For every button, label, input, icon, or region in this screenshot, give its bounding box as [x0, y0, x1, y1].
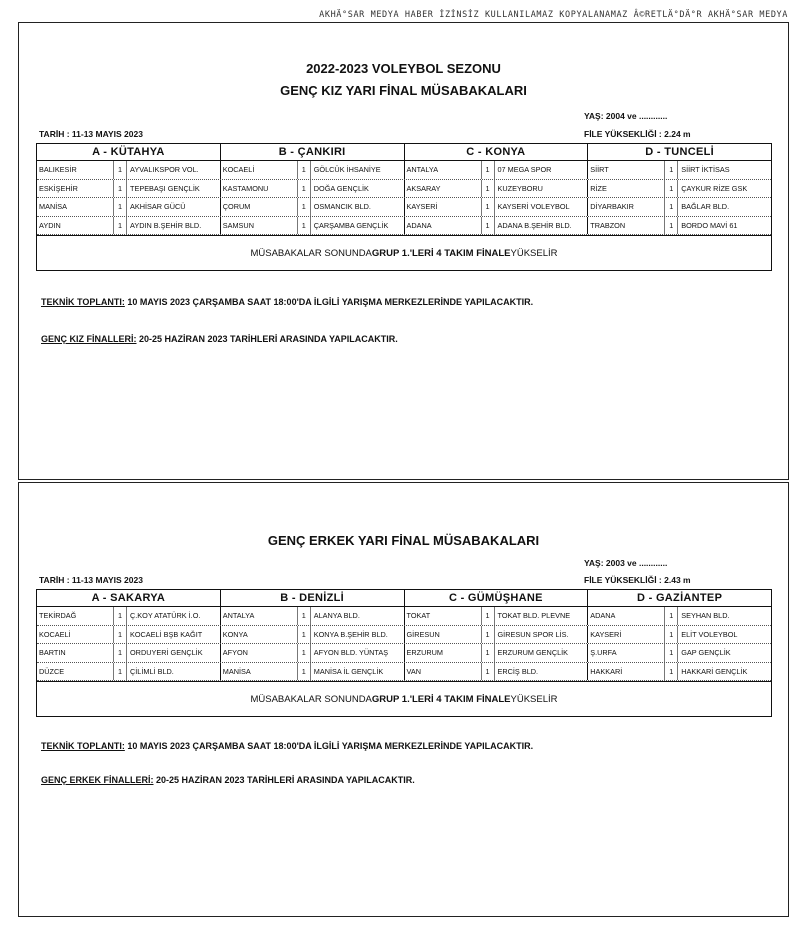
group-header: C - KONYA: [405, 144, 589, 160]
city-cell: DÜZCE: [37, 663, 114, 681]
city-cell: KASTAMONU: [221, 180, 298, 198]
team-count-cell: 1: [298, 161, 311, 179]
team-count-cell: 1: [482, 644, 495, 662]
group-entry: [37, 663, 221, 681]
team-count-cell: 1: [482, 217, 495, 235]
net-height-info: FİLE YÜKSEKLİĞİ : 2.24 m: [584, 129, 691, 139]
team-name-cell: ALANYA BLD.: [313, 611, 360, 621]
team-count-cell: 1: [114, 180, 127, 198]
groups-table: [36, 589, 772, 717]
table-row: [37, 180, 771, 199]
team-name-cell: SEYHAN BLD.: [681, 611, 730, 621]
group-entry: [37, 217, 221, 235]
team-count-cell: 1: [298, 198, 311, 216]
table-row: [37, 198, 771, 217]
city-cell: GİRESUN: [405, 626, 482, 644]
team-count-cell: 1: [298, 644, 311, 662]
team-name-cell: DOĞA GENÇLİK: [313, 183, 369, 193]
team-name-cell: AYDIN B.ŞEHİR BLD.: [130, 220, 202, 230]
team-name-cell: BAĞLAR BLD.: [681, 202, 730, 212]
group-header: C - GÜMÜŞHANE: [405, 590, 589, 606]
team-name-cell: ERCİŞ BLD.: [497, 666, 539, 676]
groups-table: [36, 143, 772, 271]
team-name-cell: KONYA B.ŞEHİR BLD.: [313, 629, 388, 639]
group-entry: [588, 644, 771, 662]
team-name-cell: AYVALIKSPOR VOL.: [130, 165, 199, 175]
city-cell: ESKİŞEHİR: [37, 180, 114, 198]
group-entry: [588, 626, 771, 644]
finals-text: 20-25 HAZİRAN 2023 TARİHLERİ ARASINDA YAPILACAKTIR.: [136, 334, 398, 344]
date-info: TARİH : 11-13 MAYIS 2023: [39, 575, 143, 585]
city-cell: DİYARBAKIR: [588, 198, 665, 216]
group-header: D - TUNCELİ: [645, 146, 714, 158]
technical-meeting-label: TEKNİK TOPLANTI:: [41, 297, 125, 307]
city-cell: KONYA: [221, 626, 298, 644]
finals-label: GENÇ KIZ FİNALLERİ:: [41, 334, 137, 344]
groups-header-row: [37, 144, 771, 161]
group-entry: [221, 607, 405, 625]
group-header: B - ÇANKIRI: [221, 144, 405, 160]
team-count-cell: 1: [298, 180, 311, 198]
city-cell: ADANA: [588, 607, 665, 625]
city-cell: KAYSERİ: [588, 626, 665, 644]
team-count-cell: 1: [665, 626, 678, 644]
date-info: TARİH : 11-13 MAYIS 2023: [39, 129, 143, 139]
team-count-cell: 1: [665, 663, 678, 681]
group-entry: [405, 217, 589, 235]
net-height-info: FİLE YÜKSEKLİĞİ : 2.43 m: [584, 575, 691, 585]
city-cell: MANİSA: [37, 198, 114, 216]
technical-meeting-text: 10 MAYIS 2023 ÇARŞAMBA SAAT 18:00'DA İLGİLİ YARIŞMA MERKEZLERİNDE YAPILACAKTIR.: [124, 297, 534, 307]
note-bold: GRUP 1.'LERİ 4 TAKIM FİNALE: [371, 693, 511, 705]
team-count-cell: 1: [114, 198, 127, 216]
team-name-cell: HAKKARİ GENÇLİK: [681, 666, 748, 676]
table-row: [37, 644, 771, 663]
team-count-cell: 1: [665, 161, 678, 179]
city-cell: BARTIN: [37, 644, 114, 662]
group-entry: [405, 663, 589, 681]
group-entry: [37, 644, 221, 662]
city-cell: TRABZON: [588, 217, 665, 235]
team-name-cell: TOKAT BLD. PLEVNE: [497, 611, 571, 621]
team-name-cell: OSMANCIK BLD.: [313, 202, 371, 212]
section-title: GENÇ ERKEK YARI FİNAL MÜSABAKALARI: [267, 533, 540, 548]
team-name-cell: ORDUYERİ GENÇLİK: [130, 648, 203, 658]
group-entry: [588, 180, 771, 198]
city-cell: Ş.URFA: [588, 644, 665, 662]
table-row: [37, 607, 771, 626]
group-entry: [221, 161, 405, 179]
group-entry: [37, 161, 221, 179]
age-info: YAŞ: 2003 ve ............: [584, 558, 668, 568]
team-count-cell: 1: [298, 607, 311, 625]
group-entry: [405, 644, 589, 662]
finals-line: [41, 334, 398, 344]
group-entry: [37, 626, 221, 644]
table-row: [37, 663, 771, 682]
group-entry: [37, 198, 221, 216]
girls-semifinal-panel: [18, 22, 789, 480]
group-entry: [37, 607, 221, 625]
group-entry: [221, 180, 405, 198]
group-entry: [405, 161, 589, 179]
note-text-end: YÜKSELİR: [510, 247, 558, 259]
team-count-cell: 1: [114, 626, 127, 644]
city-cell: SİİRT: [588, 161, 665, 179]
team-count-cell: 1: [114, 663, 127, 681]
group-entry: [405, 180, 589, 198]
city-cell: KAYSERİ: [405, 198, 482, 216]
technical-meeting-line: [41, 297, 533, 307]
watermark-text: AKHÄ°SAR MEDYA HABER İZİNSİZ KULLANILAMAZ KOPYALANAMAZ Â©RETLÄ°DÄ°R AKHÄ°SAR MEDYA: [319, 10, 788, 20]
team-name-cell: Ç.KOY ATATÜRK İ.O.: [130, 611, 201, 621]
city-cell: HAKKARİ: [588, 663, 665, 681]
team-count-cell: 1: [665, 180, 678, 198]
advancement-note: [37, 235, 771, 270]
team-name-cell: AKHİSAR GÜCÜ: [130, 202, 186, 212]
group-entry: [588, 607, 771, 625]
team-count-cell: 1: [298, 663, 311, 681]
note-text-end: YÜKSELİR: [510, 693, 558, 705]
group-entry: [221, 198, 405, 216]
finals-text: 20-25 HAZİRAN 2023 TARİHLERİ ARASINDA YAPILACAKTIR.: [153, 775, 415, 785]
team-name-cell: ÇARŞAMBA GENÇLİK: [313, 220, 389, 230]
group-entry: [588, 161, 771, 179]
team-name-cell: KAYSERİ VOLEYBOL: [497, 202, 570, 212]
table-row: [37, 161, 771, 180]
team-name-cell: KUZEYBORU: [497, 183, 543, 193]
table-row: [37, 626, 771, 645]
team-name-cell: ERZURUM GENÇLİK: [497, 648, 569, 658]
boys-semifinal-panel: [18, 482, 789, 917]
technical-meeting-line: [41, 741, 533, 751]
city-cell: SAMSUN: [221, 217, 298, 235]
technical-meeting-label: TEKNİK TOPLANTI:: [41, 741, 125, 751]
group-entry: [221, 217, 405, 235]
group-entry: [221, 663, 405, 681]
team-count-cell: 1: [482, 626, 495, 644]
city-cell: ANTALYA: [221, 607, 298, 625]
city-cell: RİZE: [588, 180, 665, 198]
team-count-cell: 1: [482, 663, 495, 681]
group-header: A - KÜTAHYA: [37, 144, 221, 160]
team-name-cell: GÖLCÜK İHSANİYE: [313, 165, 381, 175]
team-count-cell: 1: [482, 161, 495, 179]
city-cell: TEKİRDAĞ: [37, 607, 114, 625]
group-entry: [405, 607, 589, 625]
age-info: YAŞ: 2004 ve ............: [584, 111, 668, 121]
team-count-cell: 1: [482, 180, 495, 198]
city-cell: BALIKESİR: [37, 161, 114, 179]
team-count-cell: 1: [665, 607, 678, 625]
team-count-cell: 1: [298, 626, 311, 644]
technical-meeting-text: 10 MAYIS 2023 ÇARŞAMBA SAAT 18:00'DA İLGİLİ YARIŞMA MERKEZLERİNDE YAPILACAKTIR.: [124, 741, 534, 751]
city-cell: TOKAT: [405, 607, 482, 625]
finals-label: GENÇ ERKEK FİNALLERİ:: [41, 775, 154, 785]
group-entry: [221, 644, 405, 662]
team-name-cell: ELİT VOLEYBOL: [681, 629, 738, 639]
team-name-cell: GİRESUN SPOR LİS.: [497, 629, 569, 639]
city-cell: AKSARAY: [405, 180, 482, 198]
group-entry: [588, 663, 771, 681]
city-cell: MANİSA: [221, 663, 298, 681]
team-count-cell: 1: [114, 607, 127, 625]
note-text: MÜSABAKALAR SONUNDA: [250, 247, 372, 259]
city-cell: AFYON: [221, 644, 298, 662]
group-header: B - DENİZLİ: [221, 590, 405, 606]
team-count-cell: 1: [114, 644, 127, 662]
table-row: [37, 217, 771, 236]
city-cell: ERZURUM: [405, 644, 482, 662]
team-count-cell: 1: [114, 217, 127, 235]
team-count-cell: 1: [665, 198, 678, 216]
team-count-cell: 1: [665, 644, 678, 662]
team-count-cell: 1: [482, 607, 495, 625]
groups-header-row: [37, 590, 771, 607]
team-count-cell: 1: [665, 217, 678, 235]
team-count-cell: 1: [482, 198, 495, 216]
city-cell: ANTALYA: [405, 161, 482, 179]
team-name-cell: 07 MEGA SPOR: [497, 165, 552, 175]
group-entry: [588, 198, 771, 216]
team-name-cell: TEPEBAŞI GENÇLİK: [130, 183, 200, 193]
advancement-note: [37, 681, 771, 716]
team-count-cell: 1: [298, 217, 311, 235]
team-name-cell: AFYON BLD. YÜNTAŞ: [313, 648, 389, 658]
city-cell: ÇORUM: [221, 198, 298, 216]
group-entry: [221, 626, 405, 644]
team-name-cell: SİİRT İKTİSAS: [681, 165, 730, 175]
city-cell: KOCAELİ: [221, 161, 298, 179]
note-text: MÜSABAKALAR SONUNDA: [250, 693, 372, 705]
city-cell: VAN: [405, 663, 482, 681]
city-cell: KOCAELİ: [37, 626, 114, 644]
note-bold: GRUP 1.'LERİ 4 TAKIM FİNALE: [371, 247, 511, 259]
team-name-cell: ADANA B.ŞEHİR BLD.: [497, 220, 572, 230]
group-header: D - GAZİANTEP: [637, 592, 723, 604]
group-entry: [37, 180, 221, 198]
finals-line: [41, 775, 415, 785]
city-cell: AYDIN: [37, 217, 114, 235]
group-entry: [405, 626, 589, 644]
team-name-cell: GAP GENÇLİK: [681, 648, 731, 658]
team-count-cell: 1: [114, 161, 127, 179]
season-title: 2022-2023 VOLEYBOL SEZONU: [306, 61, 501, 76]
team-name-cell: MANİSA İL GENÇLİK: [313, 666, 384, 676]
section-title: GENÇ KIZ YARI FİNAL MÜSABAKALARI: [280, 83, 527, 98]
team-name-cell: ÇAYKUR RİZE GSK: [681, 183, 748, 193]
city-cell: ADANA: [405, 217, 482, 235]
team-name-cell: KOCAELİ BŞB KAĞIT: [130, 629, 203, 639]
group-entry: [588, 217, 771, 235]
group-header: A - SAKARYA: [37, 590, 221, 606]
group-entry: [405, 198, 589, 216]
team-name-cell: ÇİLİMLİ BLD.: [130, 666, 174, 676]
team-name-cell: BORDO MAVİ 61: [681, 220, 738, 230]
